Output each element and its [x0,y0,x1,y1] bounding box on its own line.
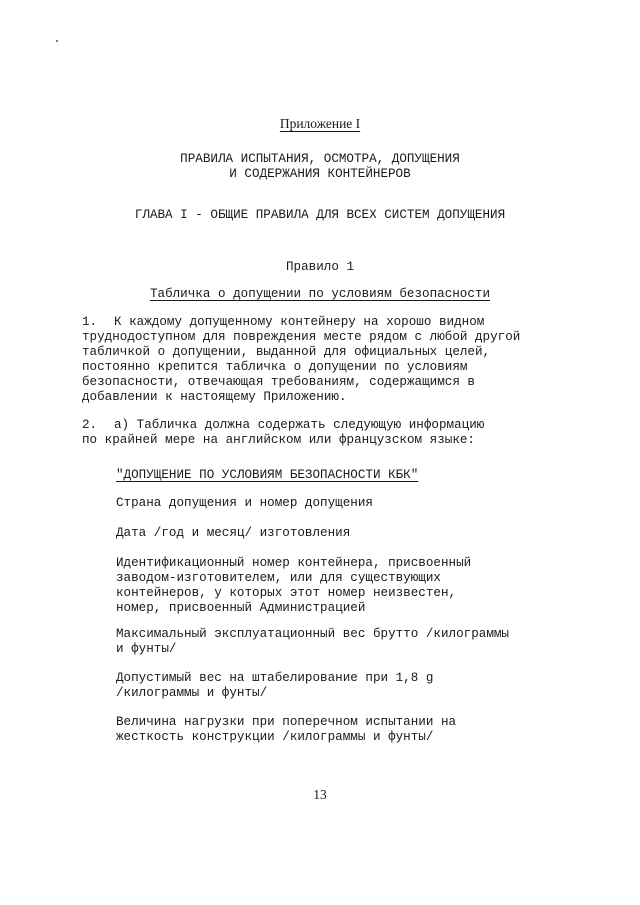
rule-subtitle: Табличка о допущении по условиям безопасности [149,287,491,301]
document-title: ПРАВИЛА ИСПЫТАНИЯ, ОСМОТРА, ДОПУЩЕНИЯ И СОДЕРЖАНИЯ КОНТЕЙНЕРОВ [180,152,460,181]
plate-item: Страна допущения и номер допущения [116,496,373,510]
plate-item: Допустимый вес на штабелирование при 1,8 g /килограммы и фунты/ [116,671,434,700]
paragraph-number: 1. [82,315,98,329]
plate-item: Идентификационный номер контейнера, присвоенный заводом-изготовителем, или для существующих контейнеров, у которых этот номер неизвестен, номер, присвоенный Администрацией [116,556,472,615]
plate-item: Максимальный эксплуатационный вес брутто /килограммы и фунты/ [116,627,509,656]
paragraph-text: a) Табличка должна содержать следующую информацию по крайней мере на английском или французском языке: [82,418,485,447]
plate-heading: "ДОПУЩЕНИЕ ПО УСЛОВИЯМ БЕЗОПАСНОСТИ КБК" [116,468,419,482]
rule-heading: Правило 1 [285,260,355,274]
scan-speck [56,40,58,42]
appendix-label: Приложение I [279,116,361,131]
plate-item: Дата /год и месяц/ изготовления [116,526,351,540]
paragraph-number: 2. [82,418,98,432]
chapter-heading: ГЛАВА I - ОБЩИЕ ПРАВИЛА ДЛЯ ВСЕХ СИСТЕМ ДОПУЩЕНИЯ [134,208,506,222]
paragraph-text: К каждому допущенному контейнеру на хорошо видном труднодоступном для повреждения месте рядом с любой другой табличкой о допущении, выданной для официальных целей, постоянно крепится табличка о допущении по условиям безопасности, отвечающая требованиям, содержащимся в добавлении к настоящему Приложению. [82,315,521,404]
page-number: 13 [313,787,327,802]
plate-item: Величина нагрузки при поперечном испытании на жесткость конструкции /килограммы и фунты/ [116,715,457,744]
